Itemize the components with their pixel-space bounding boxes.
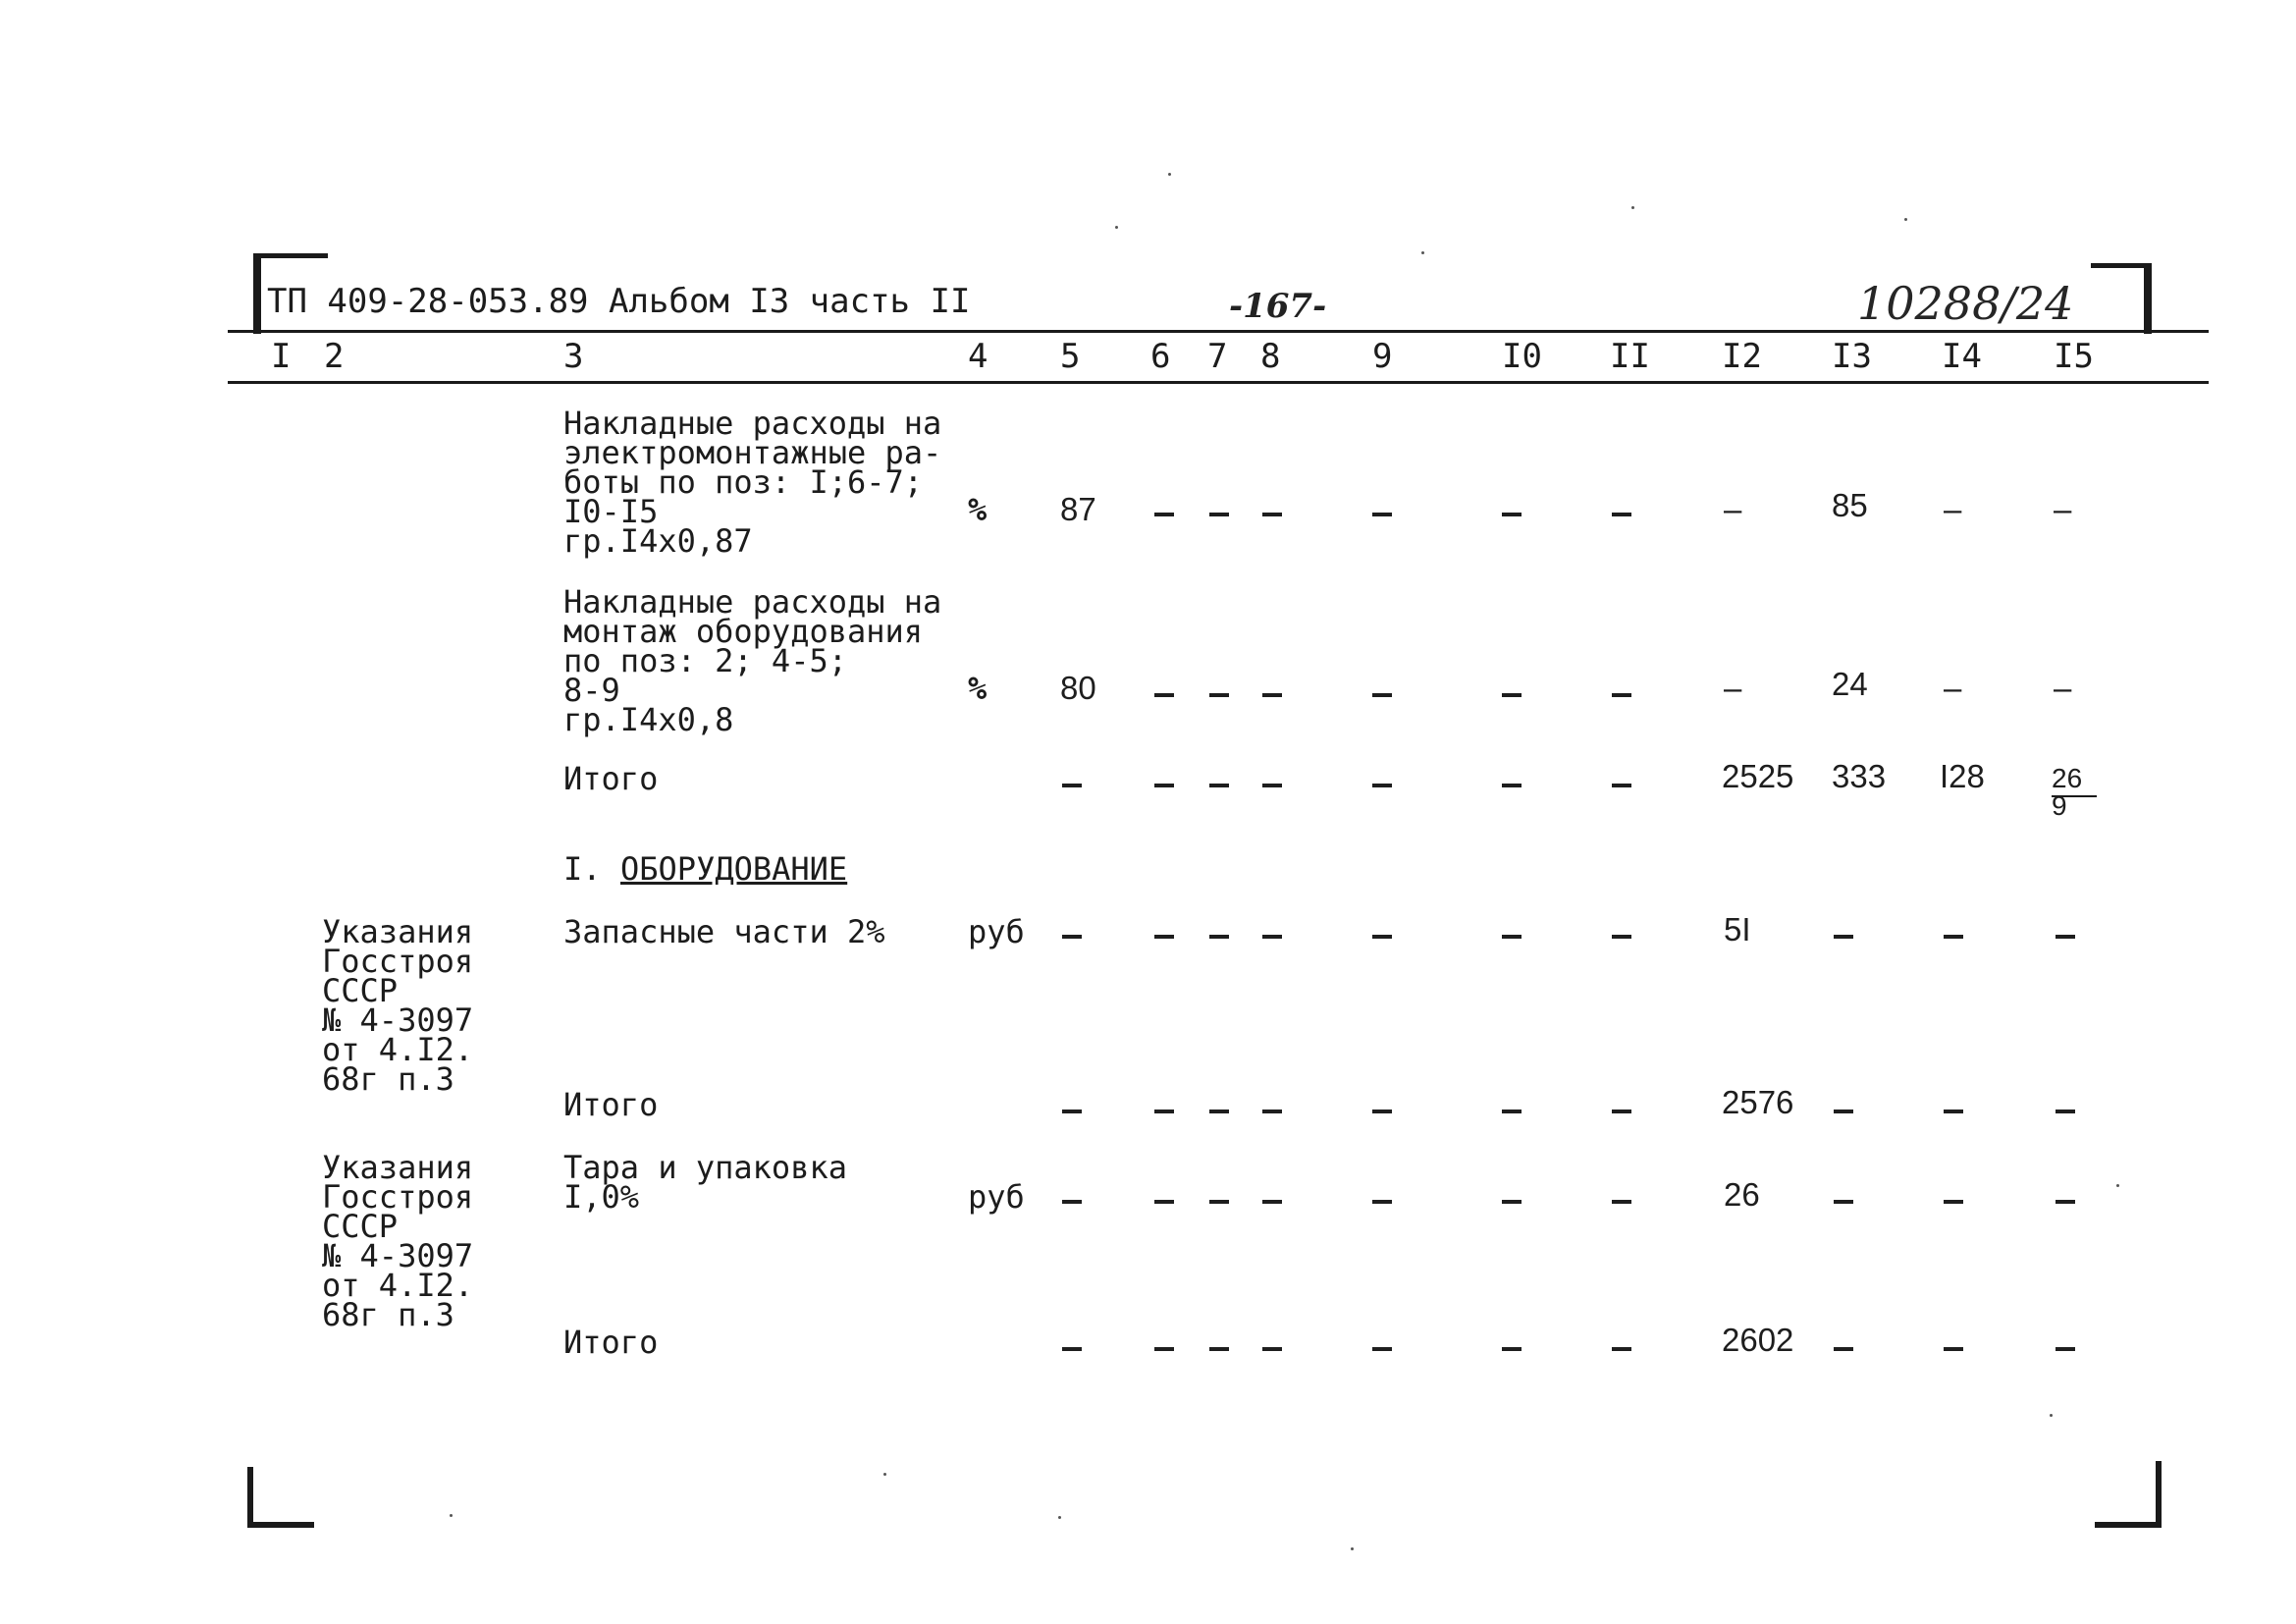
- empty-cell-dash: [1612, 1347, 1631, 1351]
- row-col12-value: 2525: [1722, 758, 1794, 794]
- row-description-line: 8-9: [563, 672, 620, 709]
- empty-cell-dash: [1209, 1200, 1229, 1204]
- scan-speck: [1421, 251, 1424, 254]
- empty-cell-dash: [1834, 1200, 1853, 1204]
- scan-speck: [2050, 1414, 2053, 1417]
- column-header-1: I: [271, 337, 292, 376]
- row-description-line: монтаж оборудования: [563, 613, 924, 650]
- row-col13-value: 85: [1832, 487, 1868, 523]
- empty-cell-dash: [1154, 1347, 1174, 1351]
- row-col12-value: 2602: [1722, 1322, 1794, 1358]
- empty-cell-dash: [1502, 784, 1522, 787]
- row-description-line: гр.I4x0,87: [563, 522, 753, 560]
- empty-cell-dash: [1062, 1110, 1082, 1113]
- empty-cell-dash: [1944, 1200, 1963, 1204]
- row-col12-value: 2576: [1722, 1084, 1794, 1120]
- empty-cell-dash: [1262, 1200, 1282, 1204]
- row-source-line: от 4.I2.: [322, 1267, 474, 1304]
- empty-cell-dash: [1834, 1347, 1853, 1351]
- row-col14-value: –: [1944, 491, 1962, 527]
- scan-speck: [1904, 218, 1907, 221]
- row-total-label: Итого: [563, 1324, 659, 1361]
- document-reference: ТП 409-28-053.89 Альбом I3 часть II: [267, 282, 971, 321]
- empty-cell-dash: [1154, 784, 1174, 787]
- empty-cell-dash: [1944, 935, 1963, 939]
- header-rule-top: [228, 330, 2209, 333]
- column-header-2: 2: [324, 337, 345, 376]
- row-col15-value-top: 26: [2052, 763, 2083, 793]
- empty-cell-dash: [1944, 1110, 1963, 1113]
- empty-cell-dash: [1502, 513, 1522, 516]
- empty-cell-dash: [1209, 1110, 1229, 1113]
- column-header-7: 7: [1207, 337, 1228, 376]
- scan-speck: [1058, 1516, 1061, 1519]
- row-col12-value: 26: [1724, 1176, 1760, 1213]
- column-header-8: 8: [1260, 337, 1281, 376]
- frame-corner-top-left-bar: [253, 253, 328, 258]
- empty-cell-dash: [1372, 1347, 1392, 1351]
- row-source-line: от 4.I2.: [322, 1031, 474, 1068]
- empty-cell-dash: [1154, 513, 1174, 516]
- section-number: I.: [563, 850, 602, 888]
- column-header-9: 9: [1372, 337, 1393, 376]
- row-col14-value: I28: [1940, 758, 1985, 794]
- empty-cell-dash: [1372, 784, 1392, 787]
- row-source-line: 68г п.3: [322, 1060, 454, 1098]
- empty-cell-dash: [1154, 1110, 1174, 1113]
- frame-corner-top-left: [253, 253, 261, 334]
- row-unit: руб: [968, 1178, 1025, 1216]
- row-description-line: гр.I4x0,8: [563, 701, 734, 738]
- empty-cell-dash: [2056, 1200, 2075, 1204]
- empty-cell-dash: [1372, 935, 1392, 939]
- empty-cell-dash: [1502, 1200, 1522, 1204]
- frame-corner-bottom-left: [247, 1467, 253, 1528]
- column-header-6: 6: [1150, 337, 1171, 376]
- empty-cell-dash: [1154, 693, 1174, 697]
- row-source-line: Госстроя: [322, 943, 474, 980]
- row-description-line: по поз: 2; 4-5;: [563, 642, 847, 679]
- row-col15-value-bottom: 9: [2052, 790, 2067, 821]
- row-rate-value: 87: [1060, 491, 1096, 527]
- empty-cell-dash: [1209, 693, 1229, 697]
- empty-cell-dash: [1062, 1200, 1082, 1204]
- empty-cell-dash: [1612, 1200, 1631, 1204]
- row-description-line: Тара и упаковка: [563, 1149, 847, 1186]
- column-header-4: 4: [968, 337, 988, 376]
- row-col12-value: –: [1724, 670, 1742, 706]
- row-source-line: Указания: [322, 913, 474, 950]
- empty-cell-dash: [1372, 693, 1392, 697]
- empty-cell-dash: [1209, 1347, 1229, 1351]
- frame-corner-top-right: [2144, 263, 2152, 334]
- empty-cell-dash: [1154, 1200, 1174, 1204]
- empty-cell-dash: [1612, 935, 1631, 939]
- empty-cell-dash: [1262, 784, 1282, 787]
- row-col13-value: 333: [1832, 758, 1887, 794]
- empty-cell-dash: [1262, 693, 1282, 697]
- row-source-line: Указания: [322, 1149, 474, 1186]
- row-description-line: I,0%: [563, 1178, 640, 1216]
- empty-cell-dash: [2056, 935, 2075, 939]
- column-header-12: I2: [1722, 337, 1762, 376]
- scan-speck: [450, 1514, 453, 1517]
- row-description-line: Запасные части 2%: [563, 913, 885, 950]
- empty-cell-dash: [1502, 935, 1522, 939]
- frame-corner-top-right-bar: [2091, 263, 2152, 268]
- scan-speck: [883, 1473, 886, 1476]
- row-col12-value: –: [1724, 491, 1742, 527]
- empty-cell-dash: [1372, 1200, 1392, 1204]
- row-description-line: Накладные расходы на: [563, 583, 942, 621]
- empty-cell-dash: [1502, 1110, 1522, 1113]
- column-header-14: I4: [1942, 337, 1982, 376]
- row-source-line: Госстроя: [322, 1178, 474, 1216]
- row-description-line: I0-I5: [563, 493, 659, 530]
- empty-cell-dash: [1612, 1110, 1631, 1113]
- row-col12-value: 5I: [1724, 911, 1751, 947]
- empty-cell-dash: [2056, 1347, 2075, 1351]
- empty-cell-dash: [1262, 935, 1282, 939]
- row-col14-value: –: [1944, 670, 1962, 706]
- row-description-line: электромонтажные ра-: [563, 434, 942, 471]
- row-source-line: СССР: [322, 1208, 399, 1245]
- scan-speck: [1115, 226, 1118, 229]
- row-unit: %: [968, 491, 988, 528]
- row-col15-value: –: [2054, 491, 2072, 527]
- scan-speck: [1168, 173, 1171, 176]
- empty-cell-dash: [1502, 1347, 1522, 1351]
- empty-cell-dash: [1262, 1110, 1282, 1113]
- scan-speck: [1631, 206, 1634, 209]
- empty-cell-dash: [1209, 935, 1229, 939]
- empty-cell-dash: [1372, 1110, 1392, 1113]
- row-col13-value: 24: [1832, 666, 1868, 702]
- row-source-line: № 4-3097: [322, 1237, 474, 1274]
- empty-cell-dash: [2056, 1110, 2075, 1113]
- row-unit: руб: [968, 913, 1025, 950]
- scan-speck: [2116, 1184, 2119, 1187]
- empty-cell-dash: [1062, 784, 1082, 787]
- empty-cell-dash: [1209, 784, 1229, 787]
- row-source-line: 68г п.3: [322, 1296, 454, 1333]
- empty-cell-dash: [1262, 1347, 1282, 1351]
- empty-cell-dash: [1612, 784, 1631, 787]
- frame-corner-bottom-right: [2156, 1461, 2162, 1528]
- column-header-11: II: [1610, 337, 1650, 376]
- handwritten-archive-number: 10288/24: [1857, 277, 2074, 330]
- empty-cell-dash: [1262, 513, 1282, 516]
- empty-cell-dash: [1834, 935, 1853, 939]
- empty-cell-dash: [1612, 513, 1631, 516]
- section-title: ОБОРУДОВАНИЕ: [620, 850, 848, 888]
- page-number: -167-: [1229, 287, 1327, 326]
- row-total-label: Итого: [563, 1086, 659, 1123]
- column-header-15: I5: [2054, 337, 2094, 376]
- column-header-3: 3: [563, 337, 584, 376]
- empty-cell-dash: [1834, 1110, 1853, 1113]
- empty-cell-dash: [1154, 935, 1174, 939]
- row-total-label: Итого: [563, 760, 659, 797]
- empty-cell-dash: [1944, 1347, 1963, 1351]
- row-source-line: СССР: [322, 972, 399, 1009]
- empty-cell-dash: [1372, 513, 1392, 516]
- row-unit: %: [968, 670, 988, 707]
- row-description-line: боты по поз: I;6-7;: [563, 463, 924, 501]
- scan-speck: [1351, 1547, 1354, 1550]
- row-rate-value: 80: [1060, 670, 1096, 706]
- header-rule-bottom: [228, 381, 2209, 384]
- frame-corner-bottom-left-bar: [247, 1522, 314, 1528]
- row-col15-value: –: [2054, 670, 2072, 706]
- column-header-5: 5: [1060, 337, 1081, 376]
- empty-cell-dash: [1209, 513, 1229, 516]
- column-header-10: I0: [1502, 337, 1542, 376]
- row-source-line: № 4-3097: [322, 1001, 474, 1039]
- row-description-line: Накладные расходы на: [563, 405, 942, 442]
- empty-cell-dash: [1502, 693, 1522, 697]
- empty-cell-dash: [1062, 1347, 1082, 1351]
- empty-cell-dash: [1062, 935, 1082, 939]
- column-header-13: I3: [1832, 337, 1872, 376]
- empty-cell-dash: [1612, 693, 1631, 697]
- frame-corner-bottom-right-bar: [2095, 1522, 2162, 1528]
